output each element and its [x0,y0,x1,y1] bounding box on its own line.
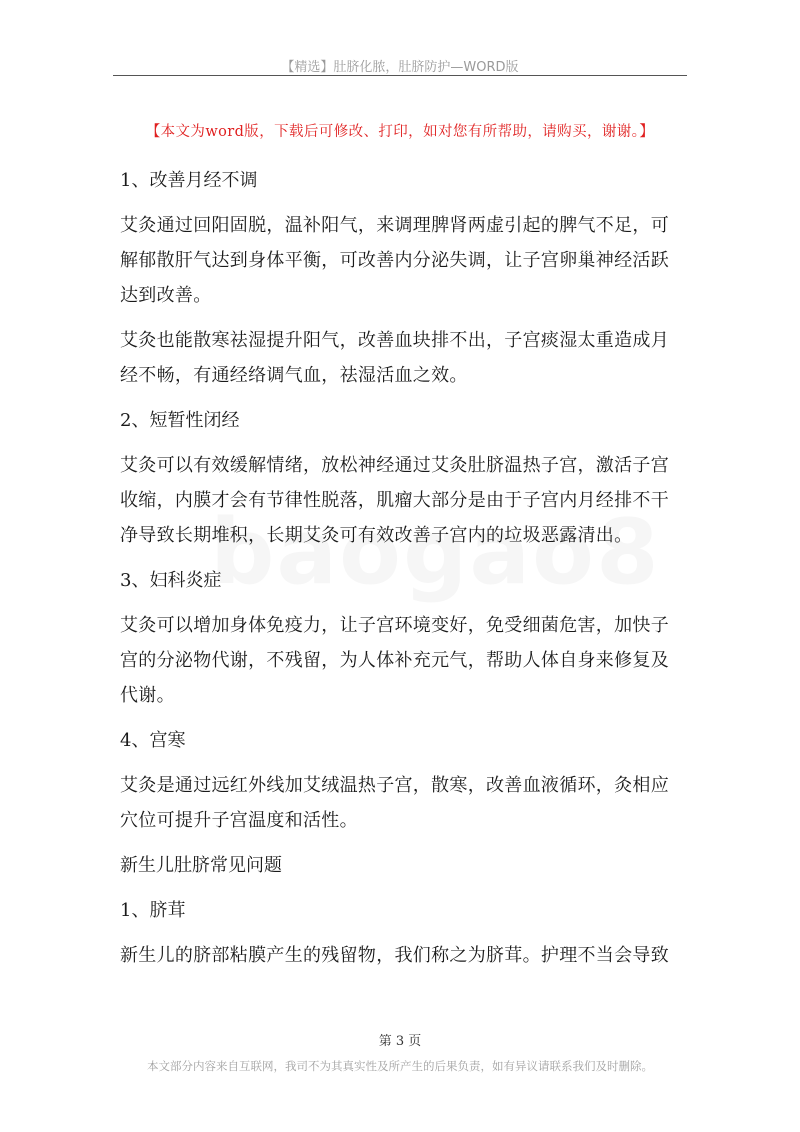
paragraph-menstrual-2: 艾灸也能散寒祛湿提升阳气，改善血块排不出，子宫痰湿太重造成月经不畅，有通经络调气血，祛湿活血之效。 [120,330,669,386]
page-header-title: 【精选】肚脐化脓，肚脐防护—WORD版 [281,60,519,75]
paragraph-umbilical-polyp: 新生儿的脐部粘膜产生的残留物，我们称之为脐茸。护理不当会导致 [120,945,669,966]
purchase-notice: 【本文为word版，下载后可修改、打印，如对您有所帮助，请购买，谢谢。】 [145,124,655,140]
section-heading-umbilical-polyp: 1、脐茸 [120,900,186,921]
section-heading-amenorrhea: 2、短暂性闭经 [120,410,240,431]
paragraph-inflammation: 艾灸可以增加身体免疫力，让子宫环境变好，免受细菌危害，加快子宫的分泌物代谢，不残留，为人体补充元气，帮助人体自身来修复及代谢。 [120,615,669,706]
section-heading-inflammation: 3、妇科炎症 [120,570,222,591]
paragraph-menstrual-1: 艾灸通过回阳固脱，温补阳气，来调理脾肾两虚引起的脾气不足，可解郁散肝气达到身体平衡，可改善内分泌失调，让子宫卵巢神经活跃达到改善。 [120,215,669,306]
paragraph-cold-uterus: 艾灸是通过远红外线加艾绒温热子宫，散寒，改善血液循环，灸相应穴位可提升子宫温度和活性。 [120,775,669,831]
paragraph-amenorrhea: 艾灸可以有效缓解情绪，放松神经通过艾灸肚脐温热子宫，激活子宫收缩，内膜才会有节律性脱落，肌瘤大部分是由于子宫内月经排不干净导致长期堆积，长期艾灸可有效改善子宫内的垃圾恶露清出。 [120,455,669,546]
section-heading-cold-uterus: 4、宫寒 [120,730,186,751]
section-heading-menstrual: 1、改善月经不调 [120,170,258,191]
footer-disclaimer: 本文部分内容来自互联网，我司不为其真实性及所产生的后果负责，如有异议请联系我们及时删除。 [147,1059,653,1073]
page-number: 第 3 页 [378,1034,422,1049]
header-divider [113,75,687,76]
document-body [120,163,685,983]
section-heading-newborn: 新生儿肚脐常见问题 [120,855,282,876]
